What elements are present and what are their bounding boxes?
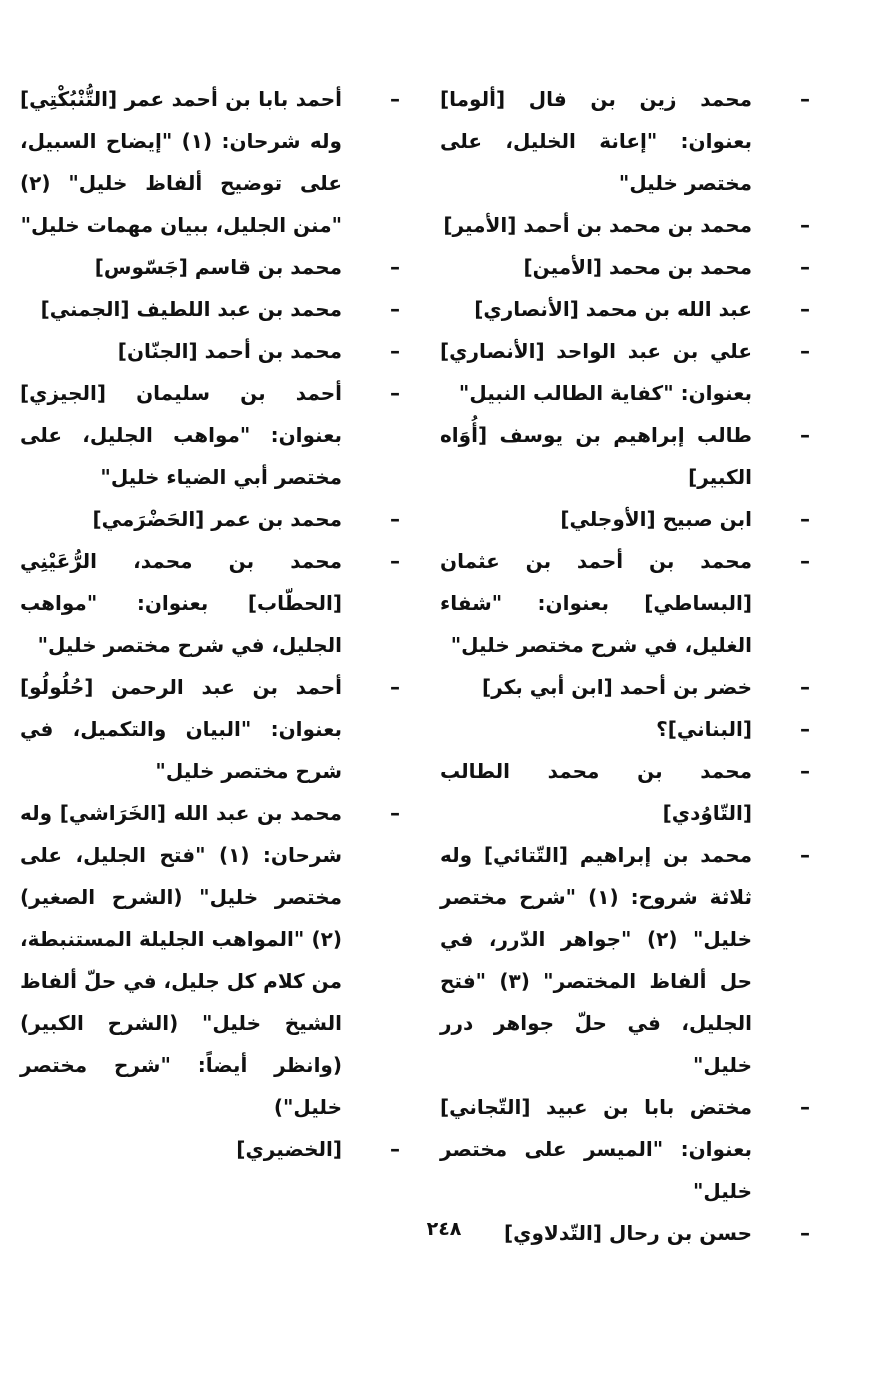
page-number: ٢٤٨ <box>426 1218 462 1240</box>
dash-marker: – <box>800 213 810 237</box>
dash-marker: – <box>390 255 400 279</box>
entry-text: محمد بن محمد، الرُّعَيْنِي [الحطّاب] بعنوان: "مواهب الجليل، في شرح مختصر خليل" <box>20 549 342 657</box>
list-item <box>20 288 400 330</box>
dash-marker: – <box>390 381 400 405</box>
dash-marker: – <box>800 843 810 867</box>
list-item <box>440 330 816 414</box>
entry-text: [البناني]؟ <box>656 717 752 741</box>
entry-text: محمد بن إبراهيم [التّتائي] وله ثلاثة شروح: (١) "شرح مختصر خليل" (٢) "جواهر الدّرر، في حل ألفاظ المختصر" (٣) "فتح الجليل، في حلّ جواهر درر خليل" <box>440 843 753 1077</box>
entry-text: حسن بن رحال [التّدلاوي] <box>504 1221 752 1245</box>
list-item <box>20 666 400 792</box>
dash-marker: – <box>800 423 810 447</box>
dash-marker: – <box>800 675 810 699</box>
list-item <box>440 204 816 246</box>
entry-text: محمد بن محمد [الأمين] <box>523 255 752 279</box>
dash-marker: – <box>390 801 400 825</box>
list-item <box>440 666 816 708</box>
list-item <box>20 78 400 246</box>
list-item <box>440 498 816 540</box>
list-item <box>20 1128 400 1170</box>
dash-marker: – <box>390 675 400 699</box>
dash-marker: – <box>800 549 810 573</box>
right-column <box>440 78 816 1254</box>
dash-marker: – <box>390 507 400 531</box>
entry-text: محمد بن أحمد بن عثمان [البساطي] بعنوان: "شفاء الغليل، في شرح مختصر خليل" <box>440 549 752 657</box>
entry-text: ابن صبيح [الأوجلي] <box>560 507 752 531</box>
dash-marker: – <box>800 1221 810 1245</box>
entry-text: محمد بن عمر [الحَضْرَمي] <box>92 507 342 531</box>
entry-text: محمد بن عبد الله [الخَرَاشي] وله شرحان: (١) "فتح الجليل، على مختصر خليل" (الشرح الصغير) (٢) "المواهب الجليلة المستنبطة، من كلام كل جليل، في حلّ ألفاظ الشيخ خليل" (الشرح الكبير) (وانظر أيضاً: "شرح مختصر خليل") <box>20 801 342 1119</box>
entry-text: أحمد بن سليمان [الجيزي] بعنوان: "مواهب الجليل، على مختصر أبي الضياء خليل" <box>20 381 342 489</box>
entry-text: محمد بن قاسم [جَسّوس] <box>94 255 342 279</box>
dash-marker: – <box>800 255 810 279</box>
dash-marker: – <box>800 1095 810 1119</box>
dash-marker: – <box>800 759 810 783</box>
dash-marker: – <box>390 339 400 363</box>
dash-marker: – <box>390 549 400 573</box>
list-item <box>20 372 400 498</box>
list-item <box>440 834 816 1086</box>
entry-text: [الخضيري] <box>236 1137 342 1161</box>
dash-marker: – <box>800 507 810 531</box>
list-item <box>20 330 400 372</box>
list-item <box>440 1086 816 1212</box>
dash-marker: – <box>800 297 810 321</box>
entry-text: محمد زين بن فال [ألوما] بعنوان: "إعانة الخليل، على مختصر خليل" <box>440 87 752 195</box>
list-item <box>440 540 816 666</box>
entry-text: أحمد بابا بن أحمد عمر [التُّنْبُكْتِي] وله شرحان: (١) "إيضاح السبيل، على توضيح ألفاظ خليل" (٢) "منن الجليل، ببيان مهمات خليل" <box>20 87 342 237</box>
list-item <box>20 246 400 288</box>
entry-text: محمد بن محمد بن أحمد [الأمير] <box>443 213 752 237</box>
list-item <box>440 288 816 330</box>
list-item <box>440 708 816 750</box>
dash-marker: – <box>390 297 400 321</box>
entry-text: خضر بن أحمد [ابن أبي بكر] <box>482 675 752 699</box>
entry-text: محمد بن عبد اللطيف [الجمني] <box>40 297 342 321</box>
dash-marker: – <box>800 87 810 111</box>
entry-text: علي بن عبد الواحد [الأنصاري] بعنوان: "كفاية الطالب النبيل" <box>440 339 752 405</box>
list-item <box>440 78 816 204</box>
dash-marker: – <box>390 1137 400 1161</box>
dash-marker: – <box>390 87 400 111</box>
list-item <box>20 792 400 1128</box>
dash-marker: – <box>800 339 810 363</box>
left-column <box>20 78 400 1170</box>
list-item <box>440 414 816 498</box>
entry-text: محمد بن أحمد [الجنّان] <box>117 339 342 363</box>
entry-text: طالب إبراهيم بن يوسف [أُوَاه الكبير] <box>440 423 752 489</box>
entry-text: عبد الله بن محمد [الأنصاري] <box>474 297 752 321</box>
entry-text: مختض بابا بن عبيد [التّجاني] بعنوان: "الميسر على مختصر خليل" <box>440 1095 752 1203</box>
entry-text: أحمد بن عبد الرحمن [حُلُولُو] بعنوان: "البيان والتكميل، في شرح مختصر خليل" <box>20 675 342 783</box>
list-item <box>440 246 816 288</box>
list-item <box>20 540 400 666</box>
list-item <box>20 498 400 540</box>
entry-text: محمد بن محمد الطالب [التّاوُدي] <box>440 759 752 825</box>
dash-marker: – <box>800 717 810 741</box>
list-item <box>440 750 816 834</box>
